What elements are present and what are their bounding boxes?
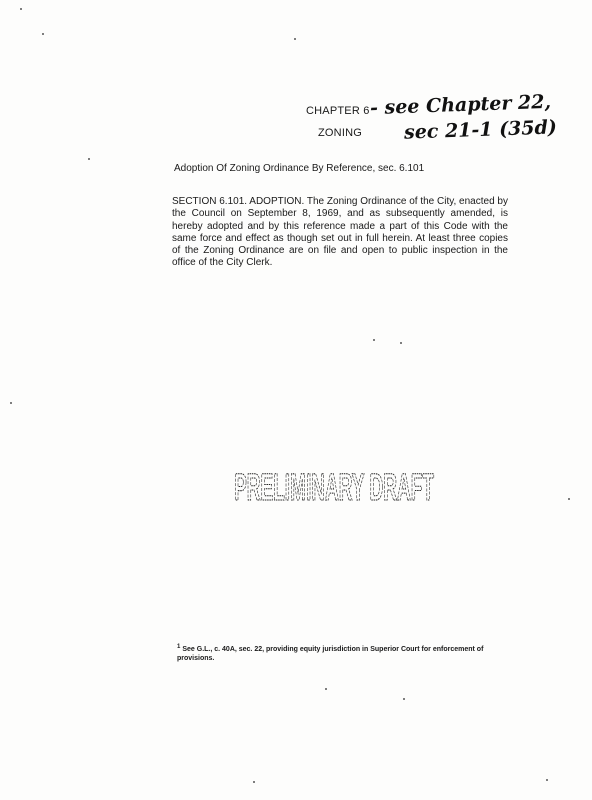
scan-speck [88,158,90,160]
scan-speck [568,498,570,500]
stamp-text: PRELIMINARY DRAFT [234,467,434,506]
scan-speck [294,38,296,40]
scan-speck [325,688,327,690]
scan-speck [403,698,405,700]
footnote-text: See G.L., c. 40A, sec. 22, providing equity jurisdiction in Superior Court for enforcement of provisions. [177,646,484,662]
section-6-101-text: SECTION 6.101. ADOPTION. The Zoning Ordinance of the City, enacted by the Council on September 8, 1969, and as subsequently amended, is hereby adopted and by this reference made a part of this Code with the same force and effect as though set out in full herein. At least three copies of the Zoning Ordinance are on file and open to public inspection in the office of the City Clerk. [172,196,508,269]
footnote-marker: 1 [177,644,181,650]
handwritten-note-line-2: sec 21-1 (35d) [403,116,558,144]
scan-speck [42,33,44,35]
scan-speck [546,779,548,781]
stamp-graphic [232,466,436,506]
chapter-title: ZONING [318,127,362,139]
scan-speck [373,339,375,341]
handwritten-note-line-1: - see Chapter 22, [369,90,552,120]
chapter-number: CHAPTER 6 [306,105,370,117]
scan-speck [20,8,22,10]
preliminary-draft-stamp [232,466,436,506]
scan-speck [10,402,12,404]
scan-speck [253,781,255,783]
contents-entry: Adoption Of Zoning Ordinance By Reference, sec. 6.101 [174,163,425,174]
scan-speck [400,342,402,344]
footnote [177,643,513,663]
